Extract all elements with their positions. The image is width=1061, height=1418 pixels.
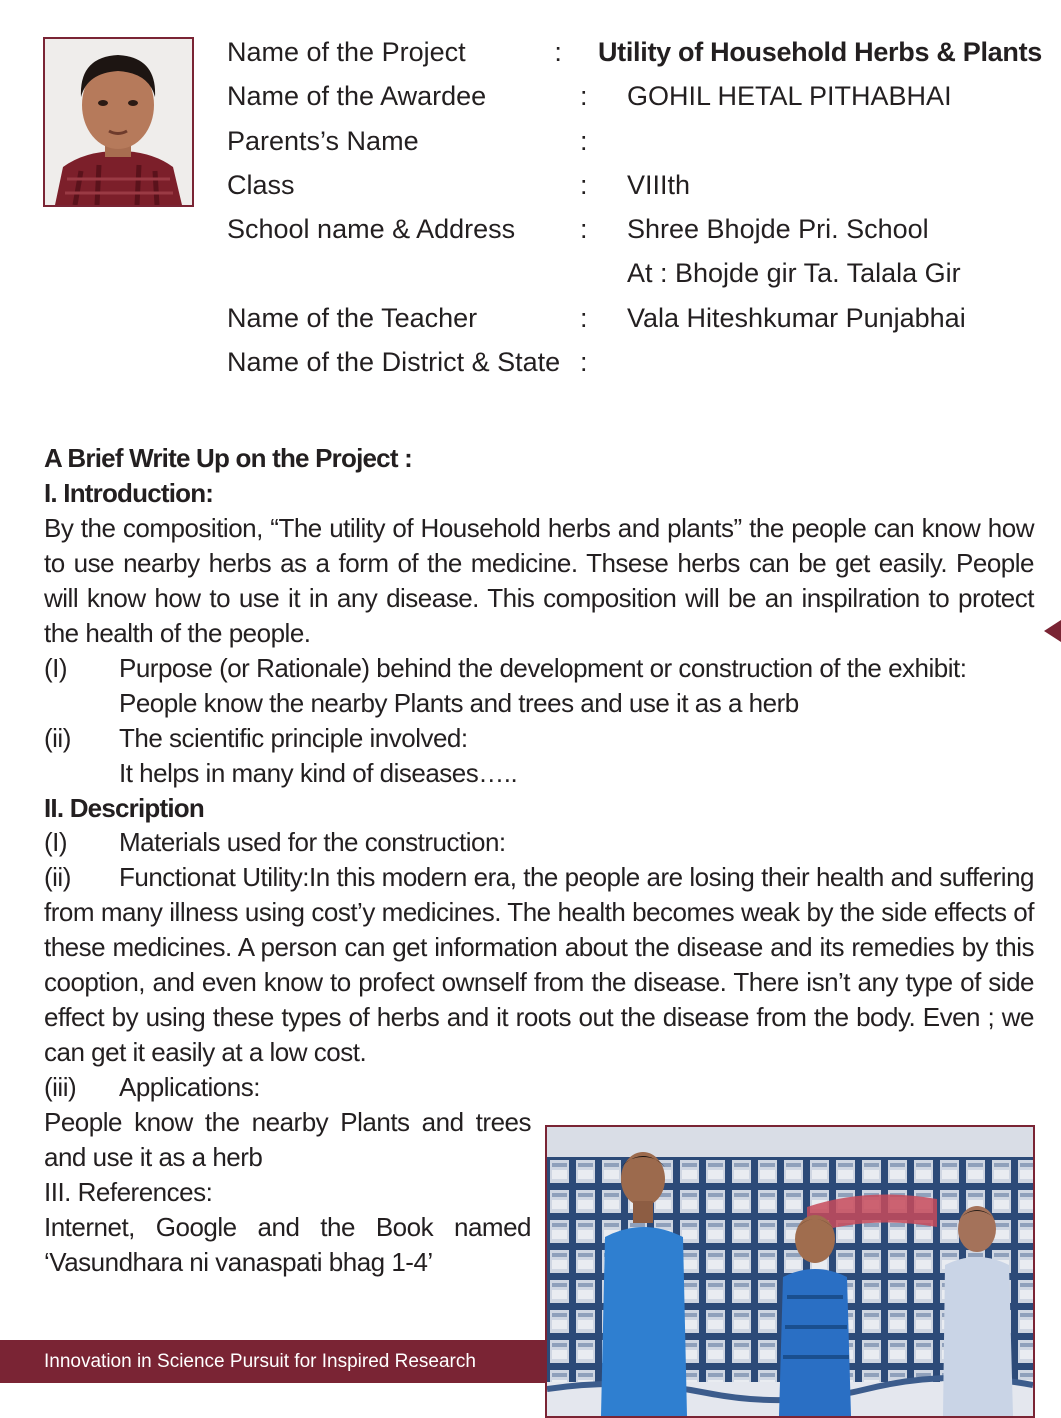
item-text: It helps in many kind of diseases….. <box>119 757 518 788</box>
info-value-project: Utility of Household Herbs & Plants <box>597 37 1042 67</box>
info-label: Name of the Awardee <box>227 81 487 112</box>
exhibit-photo <box>545 1125 1035 1418</box>
info-colon: : <box>554 37 562 67</box>
awardee-portrait <box>43 37 194 207</box>
footer-text: Innovation in Science Pursuit for Inspired Research <box>44 1350 476 1372</box>
info-row-school <box>227 207 1042 251</box>
info-label <box>227 251 580 295</box>
applications-text: People know the nearby Plants and trees and use it as a herb <box>44 1107 531 1173</box>
functional-utility-paragraph <box>44 860 1034 1070</box>
info-row-class <box>227 163 1042 207</box>
info-value-awardee: GOHIL HETAL PITHABHAI <box>627 81 952 112</box>
item-title: The scientific principle involved: <box>119 722 468 753</box>
item-number: (I) <box>44 827 68 858</box>
desc-item <box>44 1070 1034 1105</box>
description-heading: II. Description <box>44 792 204 823</box>
writeup-heading: A Brief Write Up on the Project : <box>44 443 412 473</box>
info-colon: : <box>580 214 588 245</box>
item-text: People know the nearby Plants and trees and use it as a herb <box>119 687 799 718</box>
info-colon: : <box>580 125 588 156</box>
introduction-heading: I. Introduction: <box>44 477 214 508</box>
item-number: (iii) <box>44 1072 77 1103</box>
page-marker-triangle-icon <box>1044 620 1061 642</box>
references-text: Internet, Google and the Book named ‘Vasundhara ni vanaspati bhag 1-4’ <box>44 1211 531 1277</box>
item-number: (ii) <box>44 862 71 893</box>
info-value-teacher: Vala Hiteshkumar Punjabhai <box>627 302 966 333</box>
footer-bar <box>0 1340 546 1383</box>
desc-item <box>44 825 1034 860</box>
info-row-district <box>227 340 1042 384</box>
portrait-illustration <box>45 39 192 205</box>
functional-utility-text: Functionat Utility:In this modern era, the people are losing their health and suffering from many illness using cost’y medicines. The health becomes weak by the side effects of these medicines. A person can get information about the disease and its remedies by this cooption, and even know to profect ownself from the disease. There isn’t any type of side effect by using these types of herbs and it roots out the disease from the body. Even ; we can get it easily at a low cost. <box>44 862 1034 1068</box>
introduction-text: By the composition, “The utility of Household herbs and plants” the people can know how to use nearby herbs as a form of the medicine. Thsese herbs can be get easily. People will know how to use it in any disease. This composition will be an inspilration to protect the health of the people. <box>44 512 1034 648</box>
item-number: (I) <box>44 652 68 683</box>
info-row-parents <box>227 119 1042 163</box>
applications-block <box>44 1105 531 1280</box>
info-label: Class <box>227 169 295 200</box>
info-value-district <box>627 340 1042 384</box>
info-label: Name of the Teacher <box>227 302 478 333</box>
item-title: Purpose (or Rationale) behind the development or construction of the exhibit: <box>119 652 967 683</box>
info-value-school: Shree Bhojde Pri. School <box>627 214 929 245</box>
info-value-address: At : Bhojde gir Ta. Talala Gir <box>627 258 961 289</box>
intro-item <box>44 651 1034 686</box>
references-heading: III. References: <box>44 1177 213 1208</box>
intro-item <box>44 721 1034 756</box>
exhibit-illustration <box>547 1127 1033 1416</box>
info-colon: : <box>580 81 588 112</box>
item-text: Materials used for the construction: <box>119 827 506 858</box>
info-value-class: VIIIth <box>627 169 691 200</box>
info-label: School name & Address <box>227 214 516 245</box>
info-row-awardee <box>227 74 1042 118</box>
info-row-address <box>227 251 1042 295</box>
info-colon: : <box>580 169 588 200</box>
item-number: (ii) <box>44 722 71 753</box>
info-colon-blank <box>580 251 627 295</box>
info-colon: : <box>580 347 588 378</box>
info-row-teacher <box>227 296 1042 340</box>
awardee-info-table <box>227 30 1042 384</box>
info-label: Name of the District & State <box>227 347 561 378</box>
info-label: Name of the Project <box>227 37 466 67</box>
info-colon: : <box>580 302 588 333</box>
item-text: Applications: <box>119 1072 260 1103</box>
info-value-parents <box>627 119 1042 163</box>
info-label: Parents’s Name <box>227 125 419 156</box>
info-row-project <box>227 30 1042 74</box>
